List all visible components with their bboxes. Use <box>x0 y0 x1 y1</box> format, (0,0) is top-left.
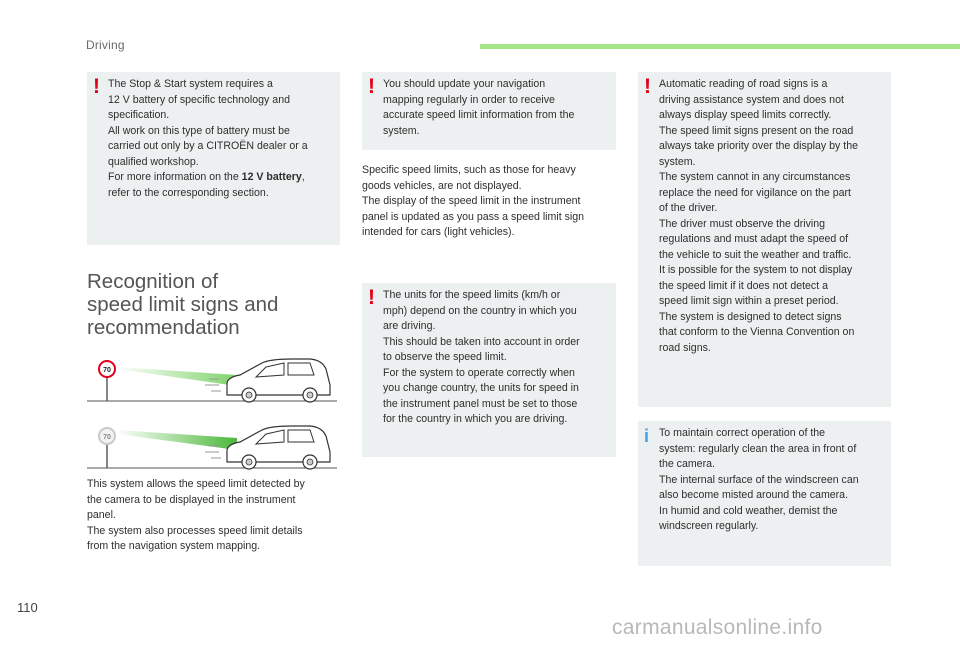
text-line: All work on this type of battery must be <box>108 124 290 137</box>
text-line: intended for cars (light vehicles). <box>362 226 515 238</box>
text-line: For the system to operate correctly when <box>383 366 575 379</box>
text-line: of the driver. <box>659 202 718 214</box>
text-line: always take priority over the display by the <box>659 140 859 152</box>
text-line: goods vehicles, are not displayed. <box>362 179 522 192</box>
text-line: The system is designed to detect signs <box>659 310 842 323</box>
text-line: the vehicle to suit the weather and traffic. <box>659 248 852 261</box>
heading-line: speed limit signs and <box>87 293 279 316</box>
text-line: speed limit sign within a preset period. <box>659 295 839 307</box>
text-line: It is possible for the system to not display <box>659 264 853 276</box>
speed-limit-paragraph <box>362 163 622 241</box>
warning-icon: ! <box>644 75 651 98</box>
text-line: the speed limit if it does not detect a <box>659 279 829 292</box>
text-line: The system also processes speed limit details <box>87 524 303 537</box>
text-line: The internal surface of the windscreen can <box>659 473 859 486</box>
text-line: The speed limit signs present on the road <box>659 124 854 137</box>
intro-paragraph <box>87 477 347 555</box>
battery-reference: 12 V battery <box>241 171 302 183</box>
motion-lines <box>205 446 221 458</box>
camera-beam <box>117 367 237 386</box>
section-accent-bar <box>480 44 960 49</box>
text-line: You should update your navigation <box>383 78 546 90</box>
text-line: system. <box>659 155 696 168</box>
text-line: road signs. <box>659 341 711 354</box>
text-line: To maintain correct operation of the <box>659 427 826 439</box>
heading-line: Recognition of <box>87 270 219 293</box>
text-line: the instrument panel must be set to those <box>383 397 578 410</box>
section-title: Driving <box>86 38 125 52</box>
text-line: the camera. <box>659 458 715 470</box>
text-line: windscreen regularly. <box>659 520 759 532</box>
text-line: The driver must observe the driving <box>659 217 826 230</box>
text-line: In humid and cold weather, demist the <box>659 504 838 517</box>
text-line: panel is updated as you pass a speed limit sign <box>362 210 585 223</box>
text-line: panel. <box>87 509 116 521</box>
text-line: carried out only by a CITROËN dealer or a <box>108 140 308 152</box>
text-fragment: , <box>301 171 305 183</box>
page-heading <box>87 270 347 339</box>
text-line: are driving. <box>383 320 436 332</box>
car-icon <box>227 426 330 469</box>
units-warning-text <box>383 288 610 428</box>
speed-sign-illustration-2 <box>87 420 337 470</box>
speed-sign-illustration-1 <box>87 353 337 403</box>
text-line: to observe the speed limit. <box>383 351 507 363</box>
warning-icon: ! <box>368 286 375 309</box>
text-line: Specific speed limits, such as those for heavy <box>362 164 576 176</box>
text-line: regulations and must adapt the speed of <box>659 233 849 245</box>
text-line: accurate speed limit information from the <box>383 109 575 121</box>
text-line: specification. <box>108 109 170 121</box>
text-fragment: For more information on the <box>108 171 242 183</box>
navigation-warning-box <box>362 72 616 150</box>
warning-icon: ! <box>368 75 375 98</box>
automatic-reading-warning-box <box>638 72 891 407</box>
heading-line: recommendation <box>87 316 240 339</box>
text-line: The units for the speed limits (km/h or <box>383 289 561 301</box>
text-line: system: regularly clean the area in front of <box>659 442 857 455</box>
units-warning-box <box>362 283 616 457</box>
text-line: The Stop & Start system requires a <box>108 78 273 90</box>
camera-maintenance-info-box <box>638 421 891 566</box>
page-number: 110 <box>17 600 38 615</box>
speed-sign-value: 70 <box>103 367 111 374</box>
warning-icon: ! <box>93 75 100 98</box>
text-line: 12 V battery of specific technology and <box>108 93 290 106</box>
speed-sign-value: 70 <box>103 434 111 441</box>
text-line: qualified workshop. <box>108 155 199 168</box>
stop-start-warning-box <box>87 72 340 245</box>
text-line: system. <box>383 124 420 137</box>
text-line: from the navigation system mapping. <box>87 540 261 552</box>
text-line: The system cannot in any circumstances <box>659 171 851 183</box>
text-line: mph) depend on the country in which you <box>383 304 577 317</box>
info-icon: i <box>644 426 650 446</box>
camera-maintenance-text <box>659 426 885 535</box>
text-line: This system allows the speed limit detected by <box>87 478 305 490</box>
text-line: Automatic reading of road signs is a <box>659 78 828 90</box>
text-line: that conform to the Vienna Convention on <box>659 326 855 338</box>
camera-beam <box>117 430 237 450</box>
car-icon <box>227 359 330 402</box>
watermark: carmanualsonline.info <box>612 616 823 639</box>
text-line: replace the need for vigilance on the part <box>659 186 851 199</box>
stop-start-warning-text <box>108 77 334 201</box>
text-line: refer to the corresponding section. <box>108 186 269 199</box>
text-line: you change country, the units for speed in <box>383 382 579 394</box>
text-line: The display of the speed limit in the instrument <box>362 195 581 207</box>
navigation-warning-text <box>383 77 610 139</box>
text-line: always display speed limits correctly. <box>659 109 832 121</box>
text-line <box>108 170 334 186</box>
automatic-reading-warning-text <box>659 77 885 356</box>
text-line: also become misted around the camera. <box>659 489 849 501</box>
text-line: the camera to be displayed in the instrument <box>87 493 296 506</box>
text-line: for the country in which you are driving. <box>383 413 568 425</box>
text-line: driving assistance system and does not <box>659 93 844 106</box>
text-line: This should be taken into account in order <box>383 335 580 348</box>
text-line: mapping regularly in order to receive <box>383 93 555 106</box>
